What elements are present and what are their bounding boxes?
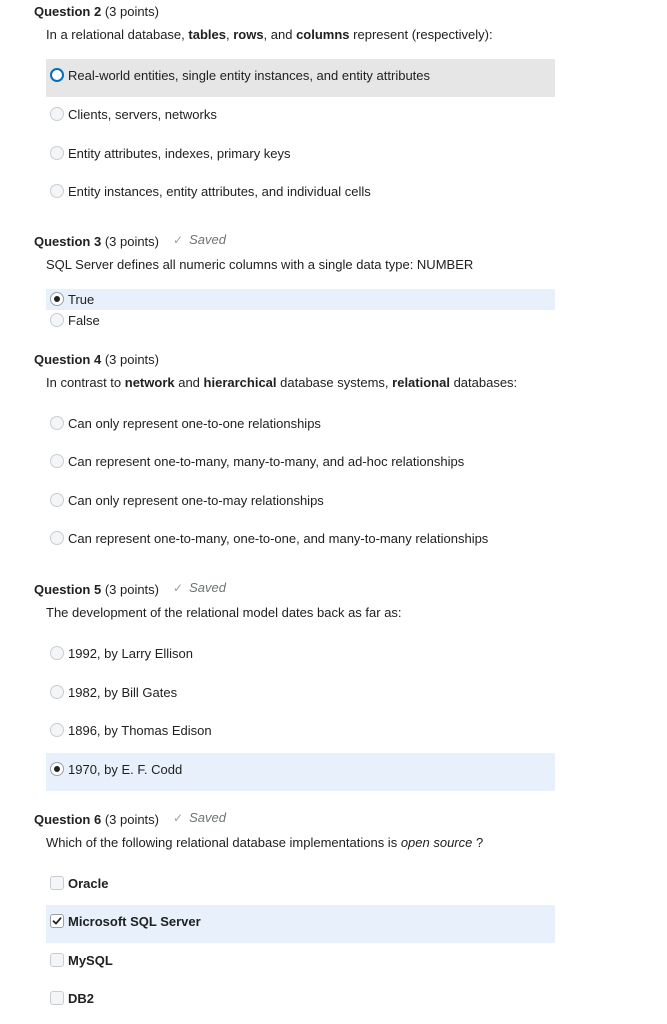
radio-button[interactable]: [50, 454, 64, 468]
question-points: (3 points): [104, 812, 160, 827]
q3-option-true[interactable]: [46, 289, 555, 310]
q5-option-4[interactable]: [46, 753, 555, 791]
question-title: Question 3: [34, 234, 102, 249]
q6-option-mysql[interactable]: [46, 944, 555, 982]
q4-option-3[interactable]: [46, 484, 555, 522]
question-5-prompt: The development of the relational model dates back as far as:: [46, 605, 402, 620]
radio-button[interactable]: [50, 68, 64, 82]
q2-option-4[interactable]: [46, 175, 555, 213]
option-label: Microsoft SQL Server: [68, 914, 201, 929]
radio-button[interactable]: [50, 493, 64, 507]
radio-button[interactable]: [50, 646, 64, 660]
question-6-prompt: Which of the following relational database implementations is open source ?: [46, 835, 484, 850]
option-label: False: [68, 313, 100, 328]
option-label: MySQL: [68, 953, 113, 968]
question-title: Question 4: [34, 352, 102, 367]
saved-status: ✓ Saved: [173, 580, 226, 595]
option-label: Oracle: [68, 876, 109, 891]
radio-button[interactable]: [50, 685, 64, 699]
question-2-header: [34, 4, 159, 19]
question-title: Question 5: [34, 582, 102, 597]
question-points: (3 points): [104, 582, 160, 597]
q6-option-mssql[interactable]: [46, 905, 555, 943]
q4-option-2[interactable]: [46, 445, 555, 483]
q6-option-oracle[interactable]: [46, 867, 555, 905]
question-points: (3 points): [104, 4, 160, 19]
option-label: Entity instances, entity attributes, and individual cells: [68, 184, 371, 199]
q3-option-false[interactable]: [46, 310, 555, 331]
q4-option-1[interactable]: [46, 407, 555, 445]
question-title: Question 6: [34, 812, 102, 827]
option-label: Real-world entities, single entity instances, and entity attributes: [68, 68, 431, 83]
option-label: DB2: [68, 991, 95, 1006]
question-4-header: [34, 352, 159, 367]
radio-button[interactable]: [50, 416, 64, 430]
question-4-prompt: In contrast to network and hierarchical database systems, relational databases:: [46, 375, 518, 390]
q2-option-2[interactable]: [46, 98, 555, 136]
option-label: Can only represent one-to-may relationships: [68, 493, 324, 508]
option-label: True: [68, 292, 95, 307]
q5-option-3[interactable]: [46, 714, 555, 752]
checkbox[interactable]: [50, 914, 64, 928]
q5-option-2[interactable]: [46, 676, 555, 714]
option-label: 1896, by Thomas Edison: [68, 723, 212, 738]
radio-button[interactable]: [50, 762, 64, 776]
question-5-header: [34, 582, 159, 597]
check-icon: ✓: [173, 581, 184, 595]
question-title: Question 2: [34, 4, 102, 19]
check-icon: ✓: [173, 811, 184, 825]
question-2-prompt: In a relational database, tables, rows, and columns represent (respectively):: [46, 27, 493, 42]
radio-button[interactable]: [50, 107, 64, 121]
radio-button[interactable]: [50, 531, 64, 545]
option-label: Clients, servers, networks: [68, 107, 217, 122]
question-3-prompt: SQL Server defines all numeric columns with a single data type: NUMBER: [46, 257, 474, 272]
checkbox[interactable]: [50, 876, 64, 890]
check-icon: ✓: [173, 233, 184, 247]
question-points: (3 points): [104, 352, 160, 367]
option-label: Can represent one-to-many, many-to-many, and ad-hoc relationships: [68, 454, 465, 469]
radio-button[interactable]: [50, 184, 64, 198]
option-label: 1982, by Bill Gates: [68, 685, 178, 700]
checkmark-icon: [52, 916, 62, 926]
saved-status: ✓ Saved: [173, 232, 226, 247]
q4-option-4[interactable]: [46, 522, 555, 560]
option-label: Entity attributes, indexes, primary keys: [68, 146, 291, 161]
option-label: 1992, by Larry Ellison: [68, 646, 194, 661]
question-3-header: [34, 234, 159, 249]
option-label: Can only represent one-to-one relationships: [68, 416, 321, 431]
radio-button[interactable]: [50, 723, 64, 737]
question-points: (3 points): [104, 234, 160, 249]
radio-button[interactable]: [50, 146, 64, 160]
q2-option-3[interactable]: [46, 137, 555, 175]
q5-option-1[interactable]: [46, 637, 555, 675]
saved-status: ✓ Saved: [173, 810, 226, 825]
option-label: Can represent one-to-many, one-to-one, and many-to-many relationships: [68, 531, 489, 546]
checkbox[interactable]: [50, 991, 64, 1005]
checkbox[interactable]: [50, 953, 64, 967]
question-6-header: [34, 812, 159, 827]
option-label: 1970, by E. F. Codd: [68, 762, 183, 777]
q6-option-db2[interactable]: [46, 982, 555, 1020]
radio-button[interactable]: [50, 292, 64, 306]
q2-option-1[interactable]: [46, 59, 555, 97]
radio-button[interactable]: [50, 313, 64, 327]
